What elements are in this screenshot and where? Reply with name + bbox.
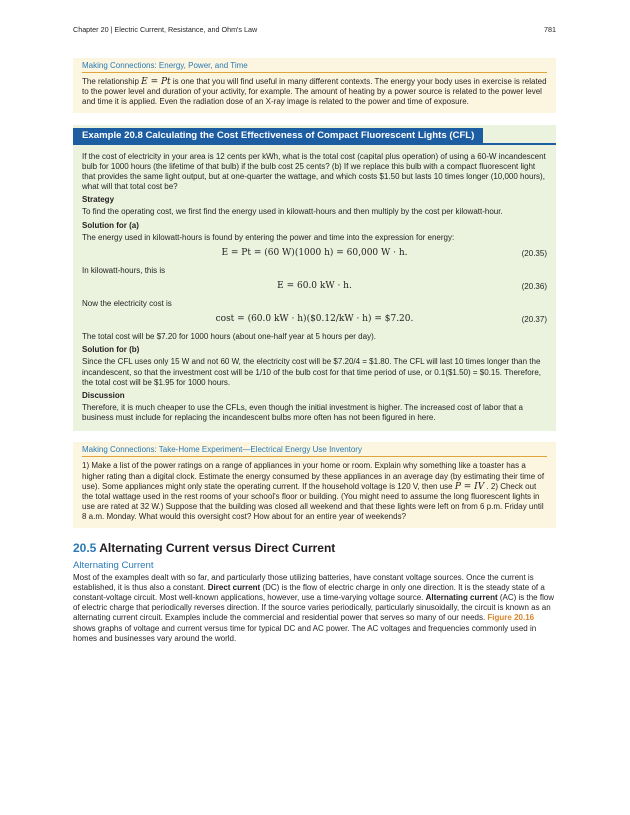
formula-e-pt: E = Pt xyxy=(141,77,171,87)
strategy-heading: Strategy xyxy=(82,195,115,205)
connection-text-part: is one that you will find useful in many different contexts. The energy your body uses in exercise is related to the power level and duration of your activity, for example. The amount of heating by a power source is related to the power level and time it is applied. Even the radiation dose of an X-ray image is related to the power and time of exposure. xyxy=(82,77,547,107)
running-header xyxy=(73,25,556,34)
connection-text-part: . 2) Check out the total wattage used in the rest rooms of your school's floor or building. (You might need to assume the long fluorescent lights in use are rated at 32 W.) Suppose that the building was closed all weekend and that these lights were left on from 6 p.m. Friday until 8 a.m. Monday. What would this oversight cost? How about for an entire year of weekends? xyxy=(82,481,544,522)
solution-a-text: The total cost will be $7.20 for 1000 hours (about one-half year at 5 hours per day). xyxy=(82,332,376,342)
paragraph-part: (DC) is the flow of electric charge in only one direction. It is the steady state of a constant-voltage circuit. Most well-known applications, however, use a time-varying voltage source. xyxy=(73,582,545,603)
equation-number: (20.36) xyxy=(521,282,547,292)
paragraph-part: shows graphs of voltage and current versus time for typical DC and AC power. The AC voltages and frequencies commonly used in homes and businesses vary around the world. xyxy=(73,623,537,643)
solution-a-text: Now the electricity cost is xyxy=(82,299,172,309)
connection-text xyxy=(82,77,547,108)
connection-text-part: The relationship xyxy=(82,77,142,86)
section-title: Alternating Current versus Direct Current xyxy=(96,540,336,555)
term-direct-current: Direct current xyxy=(207,582,261,592)
page-number: 781 xyxy=(544,25,556,34)
solution-b-heading: Solution for (b) xyxy=(82,345,140,355)
making-connections-box-experiment xyxy=(73,442,556,527)
making-connections-box-energy xyxy=(73,58,556,113)
paragraph-part: (AC) is the flow of electric charge that periodically reverses direction. If the source varies periodically, particularly sinusoidally, the circuit is known as an alternating current circuit. Examples include the commercial and residential power that serves so many of our needs. xyxy=(73,593,555,623)
discussion-heading: Discussion xyxy=(82,391,125,401)
solution-a-text: In kilowatt-hours, this is xyxy=(82,265,166,275)
example-box xyxy=(73,125,556,432)
equation-20-36: E = 60.0 kW · h. xyxy=(277,281,352,292)
connection-text xyxy=(82,461,547,522)
section-paragraph xyxy=(73,573,556,644)
paragraph-part: Most of the examples dealt with so far, and particularly those utilizing batteries, have constant voltage sources. Once the current is established, it is thus also a constant. xyxy=(73,572,534,592)
equation-row xyxy=(82,246,547,264)
section-heading xyxy=(73,541,556,555)
solution-a-heading: Solution for (a) xyxy=(82,220,139,230)
equation-20-37: cost = (60.0 kW · h)($0.12/kW · h) = $7.20. xyxy=(215,314,414,325)
connection-title: Making Connections: Take-Home Experiment—Electrical Energy Use Inventory xyxy=(82,445,547,457)
strategy-text: To find the operating cost, we first find the energy used in kilowatt-hours and then multiply by the cost per kilowatt-hour. xyxy=(82,207,503,217)
chapter-title: Chapter 20 | Electric Current, Resistance, and Ohm's Law xyxy=(73,25,258,34)
term-alternating-current: Alternating current xyxy=(425,593,498,603)
solution-a-text: The energy used in kilowatt-hours is found by entering the power and time into the expression for energy: xyxy=(82,232,455,242)
subsection-heading: Alternating Current xyxy=(73,559,154,571)
example-problem: If the cost of electricity in your area is 12 cents per kWh, what is the total cost (capital plus operation) of using a 60-W incandescent bulb for 1000 hours (the lifetime of that bulb) if the bulb cost 25 cents? (b) If we replace this bulb with a compact fluorescent light that provides the same light output, but at one-quarter the wattage, and which costs $1.50 but lasts 10 times longer (10,000 hours), what will that total cost be? xyxy=(82,151,546,192)
example-body xyxy=(73,145,556,424)
equation-number: (20.35) xyxy=(521,248,547,258)
solution-b-text: Since the CFL uses only 15 W and not 60 W, the electricity cost will be $7.20/4 = $1.80. The CFL will last 10 times longer than the incandescent, so that the investment cost will be 1/10 of the bulb cost for that time period of use, or 0.1($1.50) = $0.15. Therefore, the total cost will be $1.95 for 1000 hours. xyxy=(82,357,542,387)
formula-p-iv: P = IV xyxy=(454,481,485,492)
figure-link[interactable]: Figure 20.16 xyxy=(487,613,535,623)
connection-title: Making Connections: Energy, Power, and Time xyxy=(82,61,547,73)
section-number: 20.5 xyxy=(73,540,97,555)
connection-text-part: 1) Make a list of the power ratings on a range of appliances in your home or room. Explain why something like a toaster has a higher rating than a digital clock. Estimate the energy consumed by these appliances in an average day (by estimating their time of use). Some appliances might only state the operating current. If the household voltage is 120 V, then use xyxy=(82,461,545,491)
discussion-text: Therefore, it is much cheaper to use the CFLs, even though the initial investment is higher. The increased cost of labor that a business must include for replacing the incandescent bulbs more often has not been figured in here. xyxy=(82,403,523,423)
equation-20-35: E = Pt = (60 W)(1000 h) = 60,000 W · h. xyxy=(221,247,408,258)
equation-number: (20.37) xyxy=(521,315,547,325)
page-content xyxy=(73,58,556,644)
equation-row xyxy=(82,279,547,297)
equation-row xyxy=(82,312,547,330)
example-title: Example 20.8 Calculating the Cost Effectiveness of Compact Fluorescent Lights (CFL) xyxy=(73,128,483,143)
example-header-bar xyxy=(73,125,556,145)
